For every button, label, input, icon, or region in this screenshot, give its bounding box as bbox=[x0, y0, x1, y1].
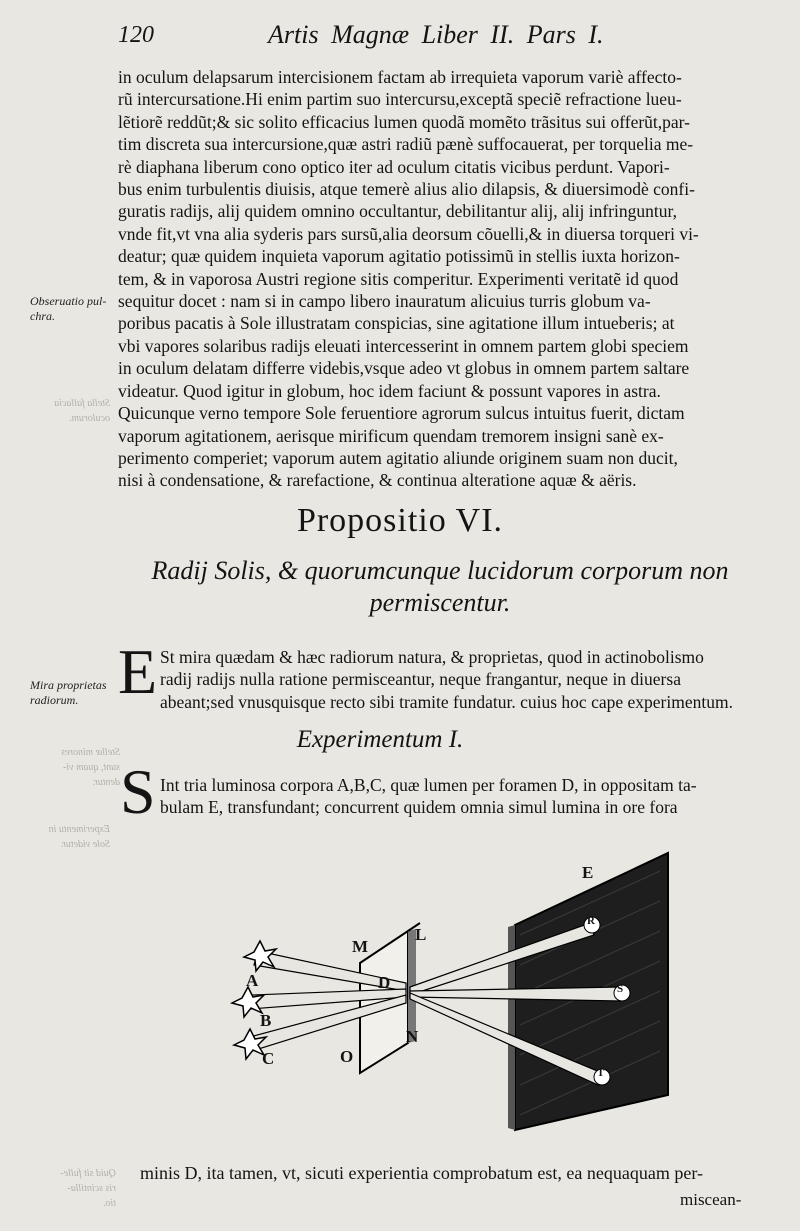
experiment-figure bbox=[210, 845, 690, 1135]
margin-line: Obseruatio pul- bbox=[30, 294, 107, 308]
figure-label-o: O bbox=[340, 1047, 354, 1066]
text-line: abeant;sed vnusquisque recto sibi tramite fundatur. cuius hoc cape experimentum. bbox=[160, 691, 733, 712]
margin-note-observatio bbox=[30, 294, 116, 324]
drop-cap-s: S bbox=[120, 756, 156, 827]
propositio-subtitle-line1: Radij Solis, & quorumcunque lucidorum corporum non bbox=[151, 556, 729, 585]
text-line: tim discreta sua intercursione,quæ astri radiũ pænè suffocauerat, per torquelia me- bbox=[118, 134, 694, 155]
figure-label-m: M bbox=[352, 937, 369, 956]
margin-line: chra. bbox=[30, 309, 55, 323]
text-line: bulam E, transfundant; concurrent quidem omnia simul lumina in ore fora bbox=[160, 797, 678, 818]
margin-line: Stella fallacia bbox=[54, 398, 110, 409]
margin-line: Sole videtur. bbox=[60, 839, 110, 850]
text-line: vaporum agitationem, aerisque mirificum quendam tremorem insigni sanè ex- bbox=[118, 425, 664, 446]
text-line: in oculum delatam differre videbis,vsque adeo vt globus in omnem partem saltare bbox=[118, 358, 690, 379]
text-line: guratis radijs, alij quidem omnino occultantur, debilitantur alij, alij infringuntur, bbox=[118, 201, 677, 222]
margin-line: tio. bbox=[102, 1198, 116, 1209]
footer-line: minis D, ita tamen, vt, sicuti experientia comprobatum est, ea nequaquam per- bbox=[140, 1163, 703, 1183]
figure-label-b: B bbox=[260, 1011, 272, 1030]
figure-label-e: E bbox=[582, 863, 594, 882]
experimentum-paragraph bbox=[160, 774, 770, 819]
figure-label-c: C bbox=[262, 1049, 275, 1068]
figure-label-l: L bbox=[415, 925, 427, 944]
text-line: vnde fit,vt vna alia syderis pars sursũ,alia deorsum cõuelli,& in diuersa torqueri vi- bbox=[118, 223, 699, 244]
propositio-subtitle-line2: permiscentur. bbox=[369, 588, 511, 617]
figure-label-t: T bbox=[597, 1067, 605, 1079]
text-line: Int tria luminosa corpora A,B,C, quæ lumen per foramen D, in oppositam ta- bbox=[160, 775, 697, 795]
figure-label-n: N bbox=[406, 1027, 419, 1046]
margin-line: Experimentu in bbox=[48, 824, 110, 835]
margin-line: Quid sit fulle- bbox=[60, 1168, 116, 1179]
margin-line: sunt, quam vi- bbox=[63, 762, 120, 773]
text-line: tem, & in vaporosa Austri regione sitis comperitur. Experimenti veritatẽ id quod bbox=[118, 268, 679, 289]
margin-line: oculorum. bbox=[69, 413, 110, 424]
catchword: miscean- bbox=[680, 1190, 742, 1209]
text-line: nisi à condensatione, & rarefactione, & continua alteratione aquæ & aëris. bbox=[118, 470, 637, 491]
margin-note-faint-3 bbox=[30, 822, 110, 852]
margin-note-mira bbox=[30, 678, 126, 708]
margin-line: Mira proprietas bbox=[30, 678, 107, 692]
running-title: Artis Magnæ Liber II. Pars I. bbox=[268, 20, 604, 49]
page-number: 120 bbox=[118, 22, 154, 48]
text-line: bus enim turbulentis diuisis, atque temerè alius alio dilapsis, & diuersimodè confi- bbox=[118, 179, 695, 200]
figure-label-s: S bbox=[617, 983, 624, 995]
text-line: Quicunque verno tempore Sole feruentiore agrorum sulcus intuitus fuerit, dictam bbox=[118, 403, 685, 424]
figure-label-a: A bbox=[246, 971, 259, 990]
text-line: rè diaphana liberum cono optico iter ad oculum citatis vicibus perdunt. Vapori- bbox=[118, 156, 670, 177]
propositio-paragraph bbox=[160, 646, 770, 713]
margin-line: dentur. bbox=[92, 777, 120, 788]
text-line: deatur; quæ quidem inquieta vaporum agitatio potissimũ in stellis iuxta horizon- bbox=[118, 246, 680, 267]
figure-label-d: D bbox=[378, 973, 391, 992]
page-header bbox=[118, 18, 770, 52]
margin-line: radiorum. bbox=[30, 693, 79, 707]
text-line: radij radijs nulla ratione permisceantur, neque frangantur, neque in diuersa bbox=[160, 669, 681, 690]
text-line: poribus pacatis à Sole illustratam conspicias, sine agitatione illum intueberis; at bbox=[118, 313, 675, 334]
margin-line: Stellæ minores bbox=[61, 747, 120, 758]
top-paragraph bbox=[118, 66, 768, 492]
margin-note-faint-1 bbox=[30, 396, 110, 426]
figure-label-r: R bbox=[587, 915, 595, 927]
text-line: St mira quædam & hæc radiorum natura, & proprietas, quod in actinobolismo bbox=[160, 647, 704, 667]
propositio-title: Propositio VI. bbox=[296, 502, 504, 539]
text-line: videatur. Quod igitur in globum, hoc idem faciunt & possunt vapores in astra. bbox=[118, 380, 661, 401]
text-line: vbi vapores solaribus radijs eleuati intercesserint in omnem partem globi speciem bbox=[118, 335, 689, 356]
margin-note-faint-4 bbox=[36, 1166, 116, 1211]
text-line: sequitur docet : nam si in campo libero inauratum alicuius turris globum va- bbox=[118, 291, 651, 312]
text-line: lẽtiorẽ reddũt;& sic solito efficacius lumen quodã momẽto trãsitus sui offerũt,par- bbox=[118, 111, 690, 132]
text-line: perimento comperiet; vaporum autem agitatio aliunde originem suam non ducit, bbox=[118, 447, 678, 468]
drop-cap-e: E bbox=[118, 636, 158, 707]
margin-line: ris scintilla- bbox=[67, 1183, 116, 1194]
experimentum-title: Experimentum I. bbox=[296, 726, 464, 753]
text-line: in oculum delapsarum intercisionem factam ab irrequieta vaporum variè affecto- bbox=[118, 67, 682, 87]
text-line: rũ intercursatione.Hi enim partim suo intercursu,exceptã speciẽ refractione lueu- bbox=[118, 89, 682, 110]
